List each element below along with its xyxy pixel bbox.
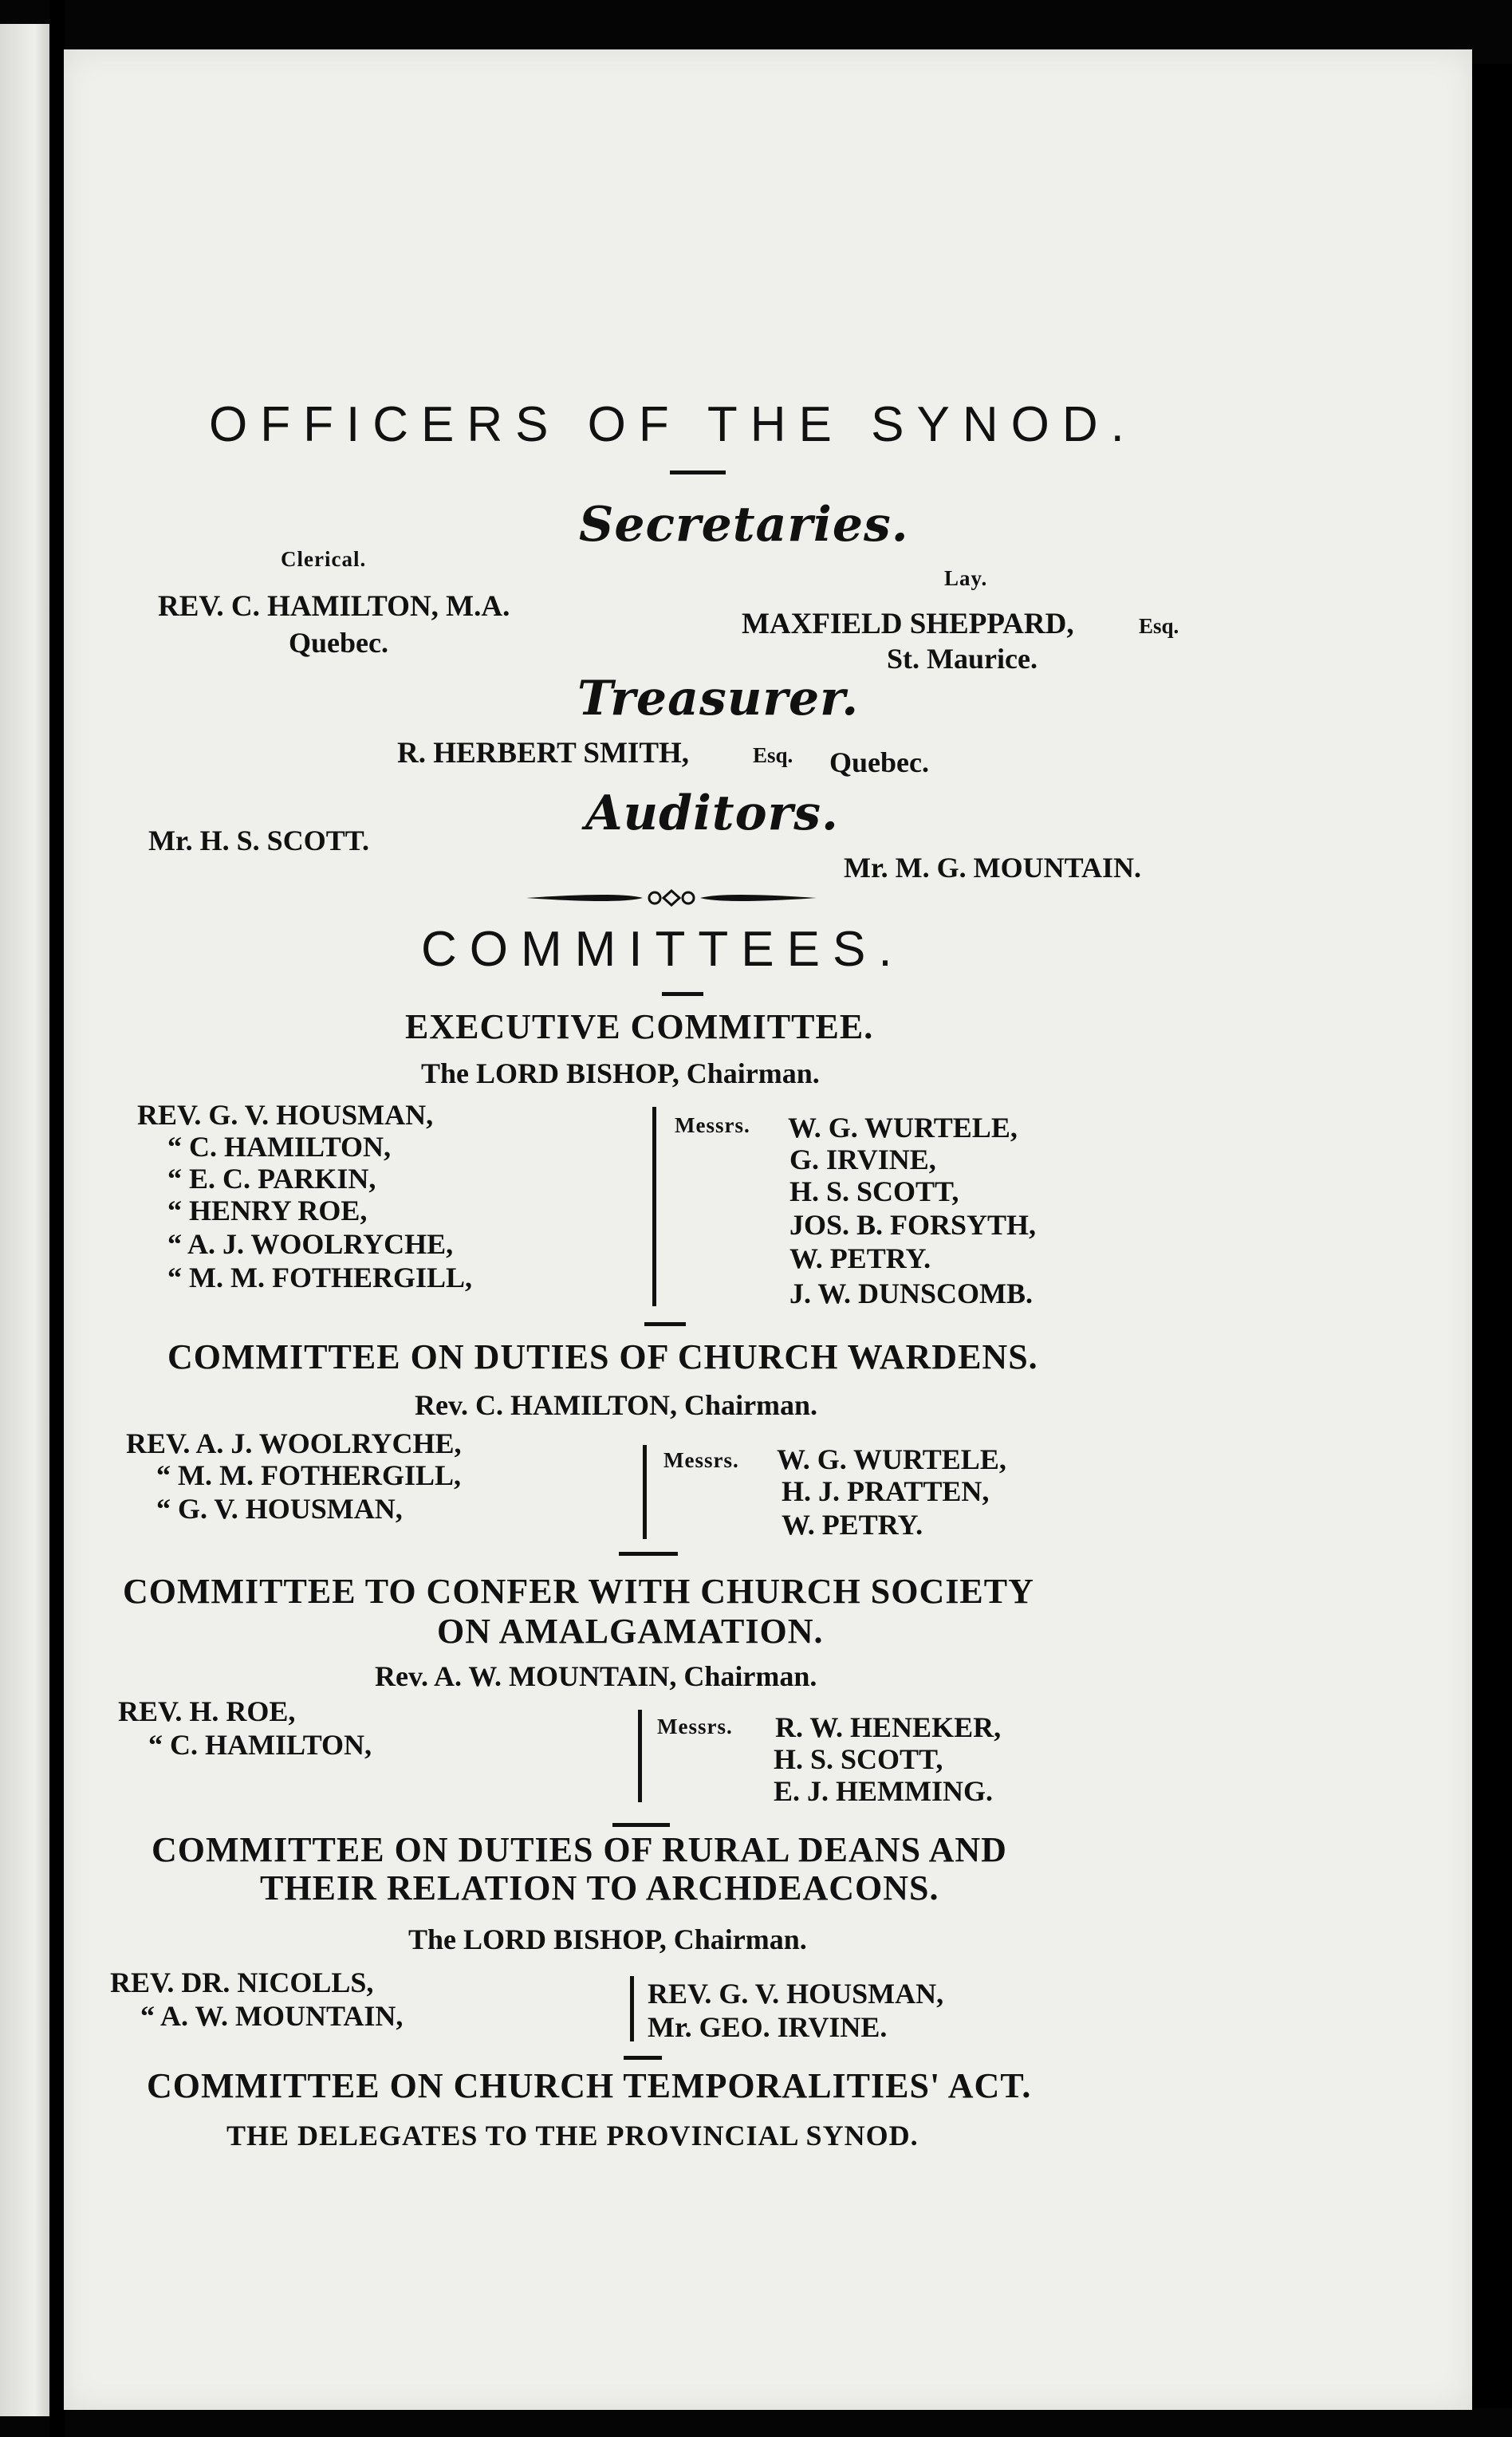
temporalities-delegates-line: THE DELEGATES TO THE PROVINCIAL SYNOD. bbox=[226, 2120, 919, 2152]
committees-rule bbox=[662, 992, 703, 996]
rural-deans-committee-heading-line-1: COMMITTEE ON DUTIES OF RURAL DEANS AND bbox=[152, 1830, 1007, 1869]
wardens-chairman: Rev. C. HAMILTON, Chairman. bbox=[415, 1389, 818, 1421]
wardens-member-right-2: H. J. PRATTEN, bbox=[782, 1475, 990, 1507]
executive-member-left-6: “ M. M. FOTHERGILL, bbox=[167, 1262, 473, 1293]
executive-member-right-6: J. W. DUNSCOMB. bbox=[789, 1278, 1034, 1309]
rural-deans-member-left-2: “ A. W. MOUNTAIN, bbox=[140, 2000, 404, 2032]
committees-title: COMMITTEES. bbox=[421, 922, 905, 977]
executive-column-divider bbox=[652, 1107, 656, 1306]
facing-page-edge bbox=[0, 24, 49, 2416]
amalgamation-committee-heading-line-1: COMMITTEE TO CONFER WITH CHURCH SOCIETY bbox=[123, 1572, 1034, 1611]
treasurer-place: Quebec. bbox=[829, 746, 929, 778]
amalgamation-member-right-1: R. W. HENEKER, bbox=[775, 1711, 1002, 1743]
executive-member-left-4: “ HENRY ROE, bbox=[167, 1195, 368, 1226]
amalgamation-committee-heading-line-2: ON AMALGAMATION. bbox=[437, 1612, 824, 1651]
lay-secretary-name: MAXFIELD SHEPPARD, bbox=[742, 608, 1074, 640]
ornamental-divider bbox=[523, 884, 820, 912]
amalgamation-member-right-3: E. J. HEMMING. bbox=[774, 1775, 993, 1807]
clerical-secretary-name: REV. C. HAMILTON, M.A. bbox=[158, 590, 510, 623]
amalgamation-chairman: Rev. A. W. MOUNTAIN, Chairman. bbox=[375, 1660, 817, 1692]
clerical-label: Clerical. bbox=[281, 547, 367, 571]
executive-member-right-4: JOS. B. FORSYTH, bbox=[789, 1209, 1037, 1241]
executive-member-right-5: W. PETRY. bbox=[789, 1242, 931, 1274]
executive-messrs-label: Messrs. bbox=[675, 1113, 750, 1137]
executive-chairman: The LORD BISHOP, Chairman. bbox=[421, 1057, 820, 1089]
amalgamation-section-rule bbox=[612, 1823, 670, 1827]
executive-member-left-3: “ E. C. PARKIN, bbox=[167, 1163, 376, 1195]
rural-deans-committee-heading-line-2: THEIR RELATION TO ARCHDEACONS. bbox=[260, 1868, 939, 1907]
auditor-right: Mr. M. G. MOUNTAIN. bbox=[844, 852, 1141, 884]
amalgamation-member-left-2: “ C. HAMILTON, bbox=[148, 1729, 372, 1761]
rural-deans-column-divider bbox=[630, 1976, 634, 2041]
wardens-member-left-2: “ M. M. FOTHERGILL, bbox=[156, 1459, 462, 1491]
wardens-member-right-1: W. G. WURTELE, bbox=[777, 1443, 1006, 1475]
rural-deans-chairman: The LORD BISHOP, Chairman. bbox=[408, 1923, 807, 1955]
amalgamation-member-right-2: H. S. SCOTT, bbox=[774, 1743, 943, 1775]
executive-committee-heading: EXECUTIVE COMMITTEE. bbox=[405, 1007, 874, 1046]
title-rule bbox=[670, 470, 726, 474]
page-title: OFFICERS OF THE SYNOD. bbox=[209, 397, 1137, 452]
auditors-heading: Auditors. bbox=[585, 785, 839, 841]
executive-member-left-5: “ A. J. WOOLRYCHE, bbox=[167, 1228, 454, 1260]
amalgamation-column-divider bbox=[638, 1710, 642, 1802]
rural-deans-member-left-1: REV. DR. NICOLLS, bbox=[110, 1967, 374, 1998]
executive-member-left-2: “ C. HAMILTON, bbox=[167, 1131, 392, 1163]
clerical-secretary-place: Quebec. bbox=[289, 627, 388, 659]
executive-section-rule bbox=[644, 1322, 686, 1326]
treasurer-heading: Treasurer. bbox=[577, 671, 860, 726]
wardens-member-right-3: W. PETRY. bbox=[782, 1509, 923, 1541]
executive-member-right-2: G. IRVINE, bbox=[789, 1144, 936, 1175]
lay-secretary-suffix: Esq. bbox=[1139, 614, 1179, 638]
wardens-member-left-3: “ G. V. HOUSMAN, bbox=[156, 1493, 403, 1525]
rural-deans-member-right-2: Mr. GEO. IRVINE. bbox=[648, 2011, 888, 2043]
treasurer-name: R. HERBERT SMITH, bbox=[397, 737, 690, 770]
auditor-left: Mr. H. S. SCOTT. bbox=[148, 825, 370, 856]
scan-border bbox=[1472, 64, 1512, 2408]
lay-label: Lay. bbox=[944, 566, 988, 590]
wardens-committee-heading: COMMITTEE ON DUTIES OF CHURCH WARDENS. bbox=[167, 1337, 1038, 1376]
book-gutter bbox=[49, 0, 65, 2437]
executive-member-left-1: REV. G. V. HOUSMAN, bbox=[137, 1099, 434, 1131]
wardens-member-left-1: REV. A. J. WOOLRYCHE, bbox=[126, 1427, 462, 1459]
wardens-section-rule bbox=[619, 1552, 678, 1556]
secretaries-heading: Secretaries. bbox=[579, 497, 909, 553]
wardens-column-divider bbox=[643, 1445, 647, 1539]
rural-deans-section-rule bbox=[624, 2056, 662, 2060]
temporalities-committee-heading: COMMITTEE ON CHURCH TEMPORALITIES' ACT. bbox=[147, 2066, 1032, 2105]
executive-member-right-3: H. S. SCOTT, bbox=[789, 1175, 959, 1207]
lay-secretary-place: St. Maurice. bbox=[887, 643, 1038, 675]
amalgamation-member-left-1: REV. H. ROE, bbox=[118, 1695, 296, 1727]
treasurer-suffix: Esq. bbox=[753, 743, 793, 767]
amalgamation-messrs-label: Messrs. bbox=[657, 1715, 733, 1738]
wardens-messrs-label: Messrs. bbox=[663, 1448, 739, 1472]
rural-deans-member-right-1: REV. G. V. HOUSMAN, bbox=[648, 1978, 944, 2010]
executive-member-right-1: W. G. WURTELE, bbox=[788, 1112, 1018, 1144]
